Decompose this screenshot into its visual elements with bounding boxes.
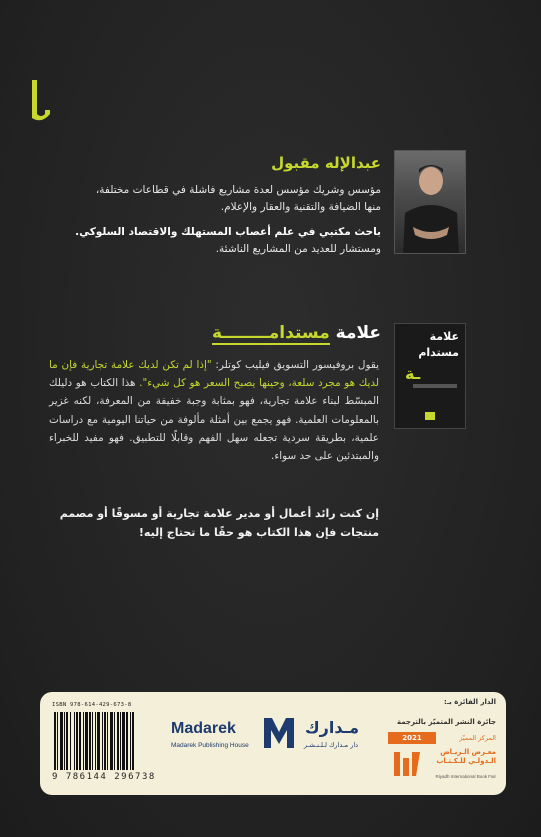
desc-quote: "إذا لم تكن لديك علامة تجارية فإن ما لديك هو مجرد سلعة، وحينها يصبح السعر هو كل شيء". bbox=[49, 359, 379, 390]
publisher-panel bbox=[40, 692, 506, 795]
barcode-number: 9 786144 296738 bbox=[52, 772, 156, 782]
publisher-logo-icon bbox=[30, 80, 52, 124]
cover-title: علامة bbox=[429, 330, 459, 343]
author-bio-line: مؤسس وشريك مؤسس لعدة مشاريع فاشلة في قطاعات مختلفة، bbox=[95, 184, 381, 196]
award-badge bbox=[388, 732, 496, 744]
cover-title: ـة bbox=[405, 364, 421, 383]
author-research bbox=[51, 224, 381, 258]
author-bio bbox=[51, 182, 381, 216]
isbn-label: ISBN 978-614-429-673-8 bbox=[52, 702, 132, 708]
author-research-line: باحث مكتبي في علم أعصاب المستهلك والاقتصاد السلوكي. bbox=[75, 226, 381, 238]
author-photo bbox=[394, 150, 466, 254]
publisher-name-en: Madarek bbox=[171, 720, 236, 737]
author-research-line: ومستشار للعديد من المشاريع الناشئة. bbox=[215, 243, 381, 255]
publisher-sub-ar: دار مـدارك لـلـنـشـر bbox=[303, 741, 359, 749]
desc-body: هذا الكتاب هو دليلك المبسّط لبناء علامة تجارية، فهو بمثابة وجبة خفيفة من المعرفة، لكنه غزير بالمعلومات العلمية. فهو يجمع بين أمثلة مألوفة من حياتنا اليومية مع دراسات علمية، بطريقة سردية تجعله سهل الفهم وقابلًا للتطبيق. فهو مفيد للخبراء والمبتدئين على حد سواء. bbox=[49, 377, 379, 463]
award-rank: المركز المميّز bbox=[459, 734, 496, 742]
book-title-highlight: مستدامــــــــة bbox=[211, 323, 330, 343]
book-fair-name-en: Riyadh International Book Fair bbox=[435, 774, 496, 779]
desc-intro: يقول بروفيسور التسويق فيليب كوتلر: bbox=[211, 359, 380, 371]
book-description bbox=[49, 356, 379, 465]
award-year: 2021 bbox=[388, 732, 436, 744]
cover-logo-icon bbox=[425, 412, 435, 420]
book-title bbox=[81, 323, 381, 343]
author-name: عبدالإله مقبول bbox=[271, 154, 381, 172]
book-fair-name-ar: معـرض الـريـاض الـدولـي للـكـتـاب bbox=[436, 748, 496, 765]
publisher-sub-en: Madarek Publishing House bbox=[171, 742, 249, 749]
book-call-to-action: إن كنت رائد أعمال أو مدير علامة تجارية أو مسوقًا أو مصمم منتجات فإن هذا الكتاب هو حقًا ما تحتاج إليه! bbox=[59, 507, 379, 539]
author-bio-line: منها الضيافة والتقنية والعقار والإعلام. bbox=[220, 201, 381, 213]
cover-title: مستدام bbox=[418, 346, 459, 359]
book-title-prefix: علامة bbox=[335, 323, 381, 343]
cover-divider bbox=[413, 384, 457, 388]
award-label: الدار الفائزة بـ: bbox=[443, 698, 496, 706]
publisher-m-logo-icon bbox=[262, 714, 296, 750]
award-title: جائزة النشر المتميّز بالترجمة bbox=[396, 718, 496, 726]
book-cover-thumbnail bbox=[394, 323, 466, 429]
publisher-name-ar: مـدارك bbox=[305, 718, 359, 737]
